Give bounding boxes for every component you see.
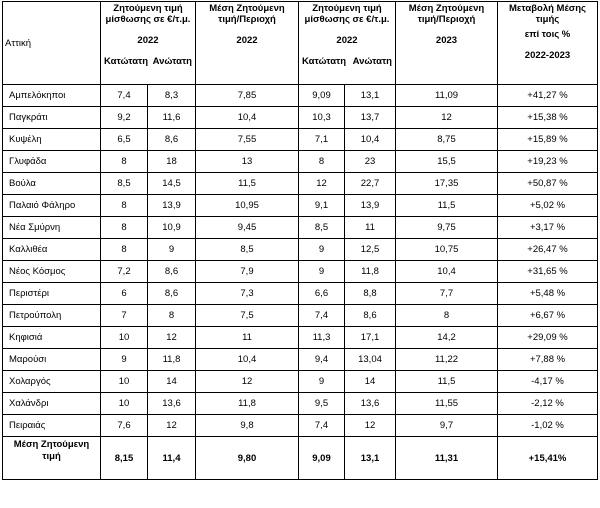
change-cell: -2,12 % — [498, 393, 598, 415]
avg-2023-cell: 9,75 — [396, 217, 498, 239]
low-2023-cell: 7,4 — [299, 305, 345, 327]
high-2023-cell: 14 — [345, 371, 396, 393]
low-2023-cell: 8,5 — [299, 217, 345, 239]
change-cell: +6,67 % — [498, 305, 598, 327]
table-row — [3, 283, 598, 305]
avg-2023-cell: 14,2 — [396, 327, 498, 349]
change-cell: +7,88 % — [498, 349, 598, 371]
change-cell: +5,48 % — [498, 283, 598, 305]
avg-2023-cell: 11,5 — [396, 195, 498, 217]
change-cell: +31,65 % — [498, 261, 598, 283]
low-2023-cell: 9 — [299, 261, 345, 283]
area-cell: Πειραιάς — [3, 415, 101, 437]
high-2023-cell: 8,8 — [345, 283, 396, 305]
low-2022-cell: 8 — [101, 151, 148, 173]
high-2023-cell: 12,5 — [345, 239, 396, 261]
high-2022-cell: 11,6 — [148, 107, 196, 129]
low-2022-cell: 9 — [101, 349, 148, 371]
asking-2022-year: 2022 — [137, 35, 159, 46]
table-row — [3, 217, 598, 239]
avg-2023-year: 2023 — [435, 35, 458, 46]
area-cell: Χαλάνδρι — [3, 393, 101, 415]
high-2023-cell: 13,9 — [345, 195, 396, 217]
avg-2022-header — [196, 2, 299, 85]
average-low-2022: 8,15 — [101, 437, 148, 480]
avg-2022-cell: 7,5 — [196, 305, 299, 327]
avg-2023-header — [396, 2, 498, 85]
low-2022-cell: 10 — [101, 393, 148, 415]
avg-2023-cell: 11,55 — [396, 393, 498, 415]
area-cell: Γλυφάδα — [3, 151, 101, 173]
high-2022-cell: 13,6 — [148, 393, 196, 415]
high-2023-cell: 13,6 — [345, 393, 396, 415]
high-2022-cell: 9 — [148, 239, 196, 261]
low-2022-cell: 7,4 — [101, 85, 148, 107]
low-2023-cell: 11,3 — [299, 327, 345, 349]
asking-2023-year: 2022 — [336, 35, 358, 46]
change-period: 2022-2023 — [524, 50, 571, 61]
avg-2023-cell: 11,22 — [396, 349, 498, 371]
high-2023-cell: 8,6 — [345, 305, 396, 327]
region-header: Αττική — [3, 2, 101, 85]
table-row — [3, 85, 598, 107]
change-cell: +15,38 % — [498, 107, 598, 129]
high-2023-cell: 10,4 — [345, 129, 396, 151]
asking-2022-low-label: Κατώτατη — [104, 56, 149, 67]
table-row — [3, 107, 598, 129]
table-row — [3, 415, 598, 437]
high-2023-cell: 22,7 — [345, 173, 396, 195]
low-2022-cell: 8 — [101, 217, 148, 239]
high-2023-cell: 13,7 — [345, 107, 396, 129]
high-2023-cell: 23 — [345, 151, 396, 173]
high-2022-cell: 8,3 — [148, 85, 196, 107]
table-row — [3, 151, 598, 173]
table-row — [3, 305, 598, 327]
average-high-2022: 11,4 — [148, 437, 196, 480]
avg-2023-cell: 7,7 — [396, 283, 498, 305]
change-cell: +50,87 % — [498, 173, 598, 195]
change-cell: +41,27 % — [498, 85, 598, 107]
high-2023-cell: 11,8 — [345, 261, 396, 283]
table-row — [3, 393, 598, 415]
avg-2023-cell: 10,4 — [396, 261, 498, 283]
avg-2023-cell: 8 — [396, 305, 498, 327]
change-sub: επί τοις % — [524, 29, 571, 40]
low-2022-cell: 6,5 — [101, 129, 148, 151]
change-header — [498, 2, 598, 85]
avg-2023-cell: 10,75 — [396, 239, 498, 261]
avg-2022-cell: 13 — [196, 151, 299, 173]
low-2023-cell: 7,4 — [299, 415, 345, 437]
avg-2023-title: Μέση Ζητούμενη τιμή/Περιοχή — [408, 3, 485, 25]
avg-2022-cell: 8,5 — [196, 239, 299, 261]
avg-2023-cell: 17,35 — [396, 173, 498, 195]
avg-2022-cell: 11,5 — [196, 173, 299, 195]
rent-table — [2, 1, 598, 480]
area-cell: Κηφισιά — [3, 327, 101, 349]
low-2022-cell: 8 — [101, 239, 148, 261]
high-2022-cell: 18 — [148, 151, 196, 173]
table-row — [3, 371, 598, 393]
area-cell: Καλλιθέα — [3, 239, 101, 261]
table-row — [3, 173, 598, 195]
avg-2022-cell: 7,85 — [196, 85, 299, 107]
change-cell: +19,23 % — [498, 151, 598, 173]
low-2023-cell: 7,1 — [299, 129, 345, 151]
average-row — [3, 437, 598, 480]
area-cell: Παγκράτι — [3, 107, 101, 129]
low-2023-cell: 9,5 — [299, 393, 345, 415]
high-2022-cell: 14 — [148, 371, 196, 393]
average-low-2023: 9,09 — [299, 437, 345, 480]
high-2022-cell: 8,6 — [148, 129, 196, 151]
asking-2022-high-label: Ανώτατη — [152, 56, 192, 67]
high-2023-cell: 13,04 — [345, 349, 396, 371]
high-2022-cell: 8 — [148, 305, 196, 327]
average-label: Μέση Ζητούμενη τιμή — [3, 437, 101, 480]
high-2022-cell: 10,9 — [148, 217, 196, 239]
avg-2023-cell: 12 — [396, 107, 498, 129]
avg-2023-cell: 9,7 — [396, 415, 498, 437]
low-2023-cell: 8 — [299, 151, 345, 173]
low-2023-cell: 12 — [299, 173, 345, 195]
avg-2022-year: 2022 — [236, 35, 258, 46]
high-2023-cell: 13,1 — [345, 85, 396, 107]
asking-2022-title: Ζητούμενη τιμή μίσθωσης σε €/τ.μ. — [105, 3, 191, 25]
avg-2022-cell: 9,45 — [196, 217, 299, 239]
change-cell: +29,09 % — [498, 327, 598, 349]
area-cell: Νέος Κόσμος — [3, 261, 101, 283]
change-cell: +3,17 % — [498, 217, 598, 239]
high-2023-cell: 12 — [345, 415, 396, 437]
low-2023-cell: 6,6 — [299, 283, 345, 305]
high-2022-cell: 14,5 — [148, 173, 196, 195]
area-cell: Κυψέλη — [3, 129, 101, 151]
asking-2023-header — [299, 2, 396, 85]
table-row — [3, 195, 598, 217]
avg-2022-cell: 11,8 — [196, 393, 299, 415]
avg-2022-cell: 9,8 — [196, 415, 299, 437]
table-row — [3, 261, 598, 283]
area-cell: Περιστέρι — [3, 283, 101, 305]
asking-2023-high-label: Ανώτατη — [352, 56, 392, 67]
low-2022-cell: 9,2 — [101, 107, 148, 129]
high-2022-cell: 13,9 — [148, 195, 196, 217]
high-2022-cell: 12 — [148, 327, 196, 349]
high-2023-cell: 11 — [345, 217, 396, 239]
avg-2023-cell: 11,5 — [396, 371, 498, 393]
avg-2022-cell: 7,3 — [196, 283, 299, 305]
change-cell: +26,47 % — [498, 239, 598, 261]
average-avg-2022: 9,80 — [196, 437, 299, 480]
asking-2022-header — [101, 2, 196, 85]
avg-2022-cell: 11 — [196, 327, 299, 349]
area-cell: Νέα Σμύρνη — [3, 217, 101, 239]
high-2023-cell: 17,1 — [345, 327, 396, 349]
change-cell: -1,02 % — [498, 415, 598, 437]
low-2022-cell: 10 — [101, 371, 148, 393]
area-cell: Παλαιό Φάληρο — [3, 195, 101, 217]
avg-2022-cell: 7,9 — [196, 261, 299, 283]
change-cell: +5,02 % — [498, 195, 598, 217]
change-cell: -4,17 % — [498, 371, 598, 393]
table-row — [3, 327, 598, 349]
change-cell: +15,89 % — [498, 129, 598, 151]
low-2023-cell: 9 — [299, 371, 345, 393]
high-2022-cell: 12 — [148, 415, 196, 437]
avg-2023-cell: 15,5 — [396, 151, 498, 173]
low-2022-cell: 8,5 — [101, 173, 148, 195]
avg-2022-title: Μέση Ζητούμενη τιμή/Περιοχή — [209, 3, 285, 25]
low-2022-cell: 7 — [101, 305, 148, 327]
average-change: +15,41% — [498, 437, 598, 480]
high-2022-cell: 8,6 — [148, 283, 196, 305]
low-2023-cell: 9,09 — [299, 85, 345, 107]
low-2022-cell: 7,6 — [101, 415, 148, 437]
area-cell: Βούλα — [3, 173, 101, 195]
avg-2022-cell: 7,55 — [196, 129, 299, 151]
area-cell: Χολαργός — [3, 371, 101, 393]
avg-2022-cell: 12 — [196, 371, 299, 393]
avg-2023-cell: 11,09 — [396, 85, 498, 107]
low-2022-cell: 6 — [101, 283, 148, 305]
area-cell: Πετρούπολη — [3, 305, 101, 327]
avg-2022-cell: 10,95 — [196, 195, 299, 217]
avg-2022-cell: 10,4 — [196, 107, 299, 129]
area-cell: Αμπελόκηποι — [3, 85, 101, 107]
header-row — [3, 2, 598, 85]
high-2022-cell: 8,6 — [148, 261, 196, 283]
area-cell: Μαρούσι — [3, 349, 101, 371]
low-2023-cell: 9,1 — [299, 195, 345, 217]
average-high-2023: 13,1 — [345, 437, 396, 480]
asking-2023-low-label: Κατώτατη — [302, 56, 347, 67]
change-title: Μεταβολή Μέσης τιμής — [508, 3, 586, 25]
table-row — [3, 129, 598, 151]
low-2022-cell: 7,2 — [101, 261, 148, 283]
table-row — [3, 349, 598, 371]
low-2023-cell: 9 — [299, 239, 345, 261]
low-2023-cell: 10,3 — [299, 107, 345, 129]
table-row — [3, 239, 598, 261]
avg-2023-cell: 8,75 — [396, 129, 498, 151]
table-body — [3, 85, 598, 437]
high-2022-cell: 11,8 — [148, 349, 196, 371]
avg-2022-cell: 10,4 — [196, 349, 299, 371]
average-avg-2023: 11,31 — [396, 437, 498, 480]
low-2022-cell: 10 — [101, 327, 148, 349]
asking-2023-title: Ζητούμενη τιμή μίσθωσης σε €/τ.μ. — [304, 3, 390, 25]
low-2023-cell: 9,4 — [299, 349, 345, 371]
low-2022-cell: 8 — [101, 195, 148, 217]
